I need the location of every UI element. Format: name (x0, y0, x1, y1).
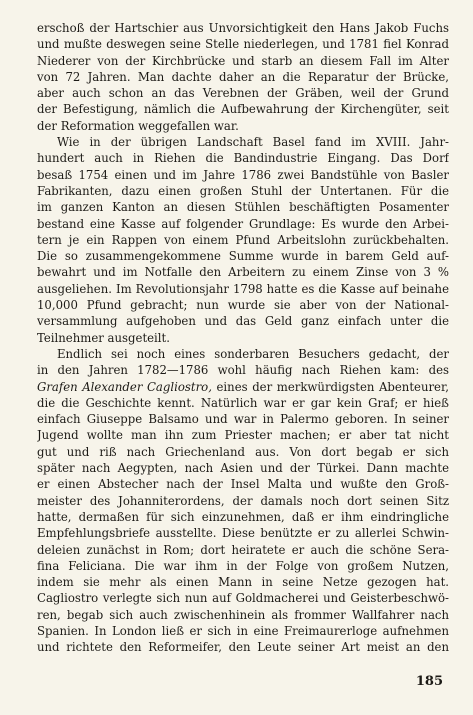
text-line: hundert auch in Riehen die Bandindustrie Eingang. Das Dorf (37, 151, 449, 166)
text-line: von 72 Jahren. Man dachte daher an die Reparatur der Brücke, (37, 69, 449, 84)
text-line: fina Feliciana. Die war ihm in der Folge von großem Nutzen, (37, 558, 449, 573)
text-line: hatte, dermaßen für sich einzunehmen, daß er ihm eindringliche (37, 509, 449, 524)
text-line: Jugend wollte man ihn zum Priester machen; er aber tat nicht (37, 428, 449, 443)
text-line: bewahrt und im Notfalle den Arbeitern zu einem Zinse von 3 % (37, 265, 449, 280)
paragraph-1 (37, 20, 449, 134)
text-line: Die so zusammengekommene Summe wurde in barem Geld auf- (37, 249, 449, 264)
text-line: aber auch schon an das Verebnen der Gräben, weil der Grund (37, 86, 449, 101)
text-line: besaß 1754 einen und im Jahre 1786 zwei Bandstühle von Basler (37, 167, 449, 182)
text-line: später nach Aegypten, nach Asien und der Türkei. Dann machte (37, 461, 449, 476)
paragraph-2 (37, 134, 449, 346)
text-line: erschoß der Hartschier aus Unvorsichtigkeit den Hans Jakob Fuchs (37, 21, 449, 35)
text-line: gut und riß nach Griechenland aus. Von dort begab er sich (37, 444, 449, 459)
text-line: der Reformation weggefallen war. (37, 118, 239, 133)
text-line: in den Jahren 1782—1786 wohl häufig nach Riehen kam: des (37, 363, 449, 378)
text-line: Fabrikanten, dazu einen großen Stuhl der Untertanen. Für die (37, 183, 449, 198)
text-line: ausgeliehen. Im Revolutionsjahr 1798 hatte es die Kasse auf beinahe (37, 281, 449, 296)
text-line: deleien zunächst in Rom; dort heiratete er auch die schöne Sera- (37, 542, 449, 557)
text-line: und mußte deswegen seine Stelle niederlegen, und 1781 fiel Konrad (37, 37, 449, 52)
text-line: Empfehlungsbriefe ausstellte. Diese benützte er zu allerlei Schwin- (37, 526, 449, 541)
text-line: Cagliostro verlegte sich nun auf Goldmacherei und Geisterbeschwö- (37, 591, 449, 606)
text-line: Endlich sei noch eines sonderbaren Besuchers gedacht, der (57, 346, 449, 361)
text-line: Wie in der übrigen Landschaft Basel fand im XVIII. Jahr- (57, 135, 449, 150)
text-line: und richtete den Reformeifer, den Leute seiner Art meist an den (37, 640, 449, 655)
text-line: indem sie mehr als einen Mann in seine Netze gezogen hat. (37, 575, 449, 590)
paragraph-3 (37, 346, 449, 656)
text-line: einfach Giuseppe Balsamo und war in Palermo geboren. In seiner (37, 412, 449, 427)
text-line: die die Geschichte kennt. Natürlich war er gar kein Graf; er hieß (37, 395, 449, 410)
text-line: versammlung aufgehoben und das Geld ganz einfach unter die (37, 314, 449, 329)
text-line: er einen Abstecher nach der Insel Malta und wußte den Groß- (37, 477, 449, 492)
text-line: ren, begab sich auch zwischenhinein als frommer Wallfahrer nach (37, 607, 449, 622)
page-body (37, 20, 449, 656)
text-fragment: eines der merkwürdigsten Abenteurer, (211, 379, 449, 394)
cagliostro-name: Grafen Alexander Cagliostro, (37, 379, 212, 394)
text-line-with-name (37, 379, 449, 395)
text-line: Niederer von der Kirchbrücke und starb an diesem Fall im Alter (37, 53, 449, 68)
text-line: meister des Johanniterordens, der damals noch dort seinen Sitz (37, 493, 449, 508)
text-line: der Befestigung, nämlich die Aufbewahrung der Kirchengüter, seit (37, 102, 449, 117)
text-line: bestand eine Kasse auf folgender Grundlage: Es wurde den Arbei- (37, 216, 449, 231)
text-line: tern je ein Rappen von einem Pfund Arbeitslohn zurückbehalten. (37, 232, 449, 247)
text-line: Spanien. In London ließ er sich in eine Freimaurerloge aufnehmen (37, 623, 449, 638)
text-line: 10,000 Pfund gebracht; nun wurde sie aber von der National- (37, 298, 449, 313)
text-line: Teilnehmer ausgeteilt. (37, 330, 170, 345)
page-number: 185 (415, 674, 443, 689)
text-line: im ganzen Kanton an diesen Stühlen beschäftigten Posamenter (37, 200, 449, 215)
